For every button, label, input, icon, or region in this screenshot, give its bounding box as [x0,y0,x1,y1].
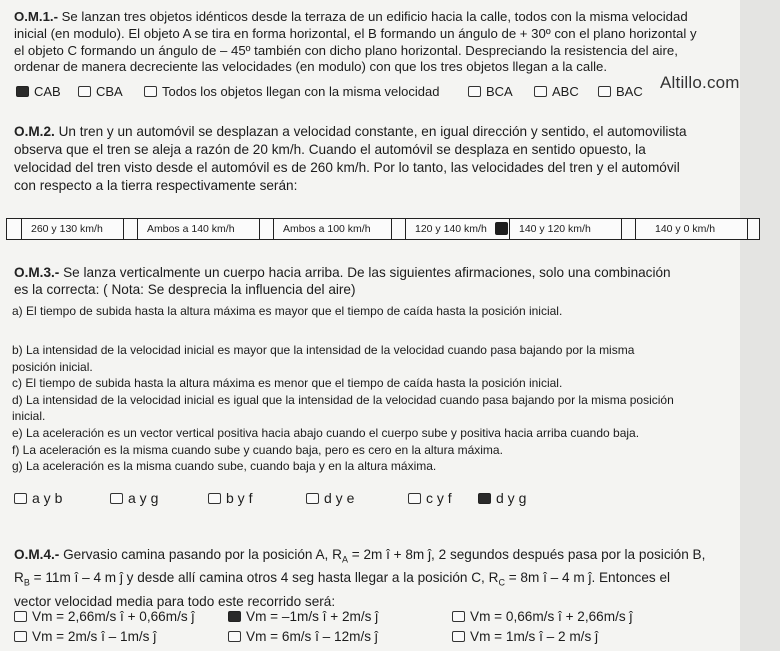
checkbox-icon[interactable] [452,611,465,622]
q3-option-dg[interactable]: d y g [478,490,526,506]
q4-options-row-1 [14,607,754,625]
question-2 [14,123,687,195]
q3-statement-b: b) La intensidad de la velocidad inicial es mayor que la intensidad de la velocidad cuando pasa bajando por la misma [12,343,635,357]
q1-options [16,83,656,99]
q4-option-4[interactable]: Vm = 2m/s î – 1m/s ĵ [14,629,156,644]
question-4 [14,546,705,610]
q1-option-bca[interactable]: BCA [468,84,513,99]
checkbox-icon[interactable] [598,86,611,97]
q4-number: O.M.4.- [14,547,60,562]
q3-statement-a: a) El tiempo de subida hasta la altura máxima es mayor que el tiempo de caída hasta la posición inicial. [12,304,563,318]
q2-option-6[interactable]: 140 y 0 km/h [655,223,716,235]
q2-option-2[interactable]: Ambos a 140 km/h [147,223,235,235]
checkbox-icon[interactable] [408,493,421,504]
watermark-logo: Altillo.com [660,73,740,92]
q3-line-1: O.M.3.- Se lanza verticalmente un cuerpo hacia arriba. De las siguientes afirmaciones, solo una combinación [14,265,671,280]
q1-option-abc[interactable]: ABC [534,84,579,99]
q4-option-6[interactable]: Vm = 1m/s î – 2 m/s ĵ [452,629,598,644]
q3-statement-f: f) La aceleración es la misma cuando sube y cuando baja, pero es cero en la altura máxima. [12,442,503,457]
q3-statement-d-cont: inicial. [12,409,46,424]
q1-line-4: ordenar de manera decreciente las velocidades (en modulo) con que los tres objetos llegan a la calle. [14,59,608,75]
q2-option-5[interactable]: 140 y 120 km/h [519,223,591,235]
q1-option-bac[interactable]: BAC [598,84,643,99]
q4-option-3[interactable]: Vm = 0,66m/s î + 2,66m/s ĵ [452,609,632,624]
q1-option-cab[interactable]: CAB [16,84,61,99]
q4-line-1: O.M.4.- Gervasio camina pasando por la posición A, $R_A = 2m$ î + 8m ĵ, 2 segundos después pasa por la posición B, [14,547,706,565]
q4-line-2: $R_B = 11m$ î – 4 m ĵ y desde allí camina otros 4 seg hasta llegar a la posición C, $R_C = 8m$ î – 4 m ĵ. Entonces el [14,570,671,589]
checkbox-icon[interactable] [78,86,91,97]
checkbox-icon[interactable] [14,631,27,642]
q2-number: O.M.2. [14,124,55,139]
q3-statement-b-cont: posición inicial. [12,359,93,374]
q3-option-cf[interactable]: c y f [408,490,452,506]
checkbox-icon[interactable] [16,86,29,97]
q2-line-4: con respecto a la tierra respectivamente serán: [14,178,298,193]
checkbox-icon[interactable] [144,86,157,97]
checkbox-icon[interactable] [468,86,481,97]
q2-option-1[interactable]: 260 y 130 km/h [31,223,103,235]
checkbox-icon[interactable] [208,493,221,504]
scan-shadow [740,0,780,651]
selected-mark-icon [495,222,508,235]
checkbox-icon[interactable] [228,631,241,642]
checkbox-icon[interactable] [534,86,547,97]
q2-line-1: O.M.2. Un tren y un automóvil se desplazan a velocidad constante, en igual dirección y sentido, el automovilista [14,124,687,139]
q1-option-todos[interactable]: Todos los objetos llegan con la misma velocidad [144,84,440,99]
q4-option-5[interactable]: Vm = 6m/s î – 12m/s ĵ [228,629,378,644]
checkbox-icon[interactable] [228,611,241,622]
question-3-intro [14,264,671,298]
q1-number: O.M.1.- [14,9,58,24]
q3-statement-c: c) El tiempo de subida hasta la altura máxima es menor que el tiempo de caída hasta la posición inicial. [12,376,563,391]
q3-statements [12,303,562,319]
q1-line-2: inicial (en modulo). El objeto A se tira en forma horizontal, el B formando un ángulo de + 30º con el plano horizontal y [14,25,697,41]
q2-line-2: observa que el tren se aleja a razón de 20 km/h. Cuando el automóvil se desplaza en sentido opuesto, la [14,142,646,157]
checkbox-icon[interactable] [110,493,123,504]
q3-options [14,489,574,507]
q1-line-3: el objeto C formando un ángulo de – 45º también con dicho plano horizontal. Despreciando la resistencia del aire, [14,42,678,58]
checkbox-icon[interactable] [452,631,465,642]
q2-options-table [6,218,760,240]
q2-option-3[interactable]: Ambos a 100 km/h [283,223,371,235]
q4-line-3: vector velocidad media para todo este recorrido será: [14,593,336,609]
q3-statement-e: e) La aceleración es un vector vertical positiva hacia abajo cuando el cuerpo sube y positiva hacia arriba cuando baja. [12,425,640,440]
q3-number: O.M.3.- [14,265,60,280]
checkbox-icon[interactable] [14,611,27,622]
q3-statements-2 [12,342,674,475]
checkbox-icon[interactable] [478,493,491,504]
q3-option-ag[interactable]: a y g [110,490,158,506]
checkbox-icon[interactable] [306,493,319,504]
q2-option-4[interactable]: 120 y 140 km/h [415,223,487,235]
q3-option-bf[interactable]: b y f [208,490,252,506]
q3-option-de[interactable]: d y e [306,490,354,506]
q4-option-2[interactable]: Vm = –1m/s î + 2m/s ĵ [228,609,378,624]
q4-options-row-2 [14,627,754,645]
q4-option-1[interactable]: Vm = 2,66m/s î + 0,66m/s ĵ [14,609,194,624]
q1-line-1: O.M.1.- Se lanzan tres objetos idénticos desde la terraza de un edificio hacia la calle, todos con la misma velocidad [14,9,688,24]
q3-option-ab[interactable]: a y b [14,490,62,506]
q3-statement-d: d) La intensidad de la velocidad inicial es igual que la intensidad de la velocidad cuando pasa bajando por la misma posición [12,392,674,407]
q3-line-2: es la correcta: ( Nota: Se desprecia la influencia del aire) [14,282,356,297]
q2-line-3: velocidad del tren visto desde el automóvil es de 260 km/h. Por lo tanto, las velocidades del tren y el automóvil [14,160,680,175]
q1-option-cba[interactable]: CBA [78,84,123,99]
q3-statement-g: g) La aceleración es la misma cuando sube, cuando baja y en la altura máxima. [12,459,437,474]
question-1 [14,9,697,76]
checkbox-icon[interactable] [14,493,27,504]
